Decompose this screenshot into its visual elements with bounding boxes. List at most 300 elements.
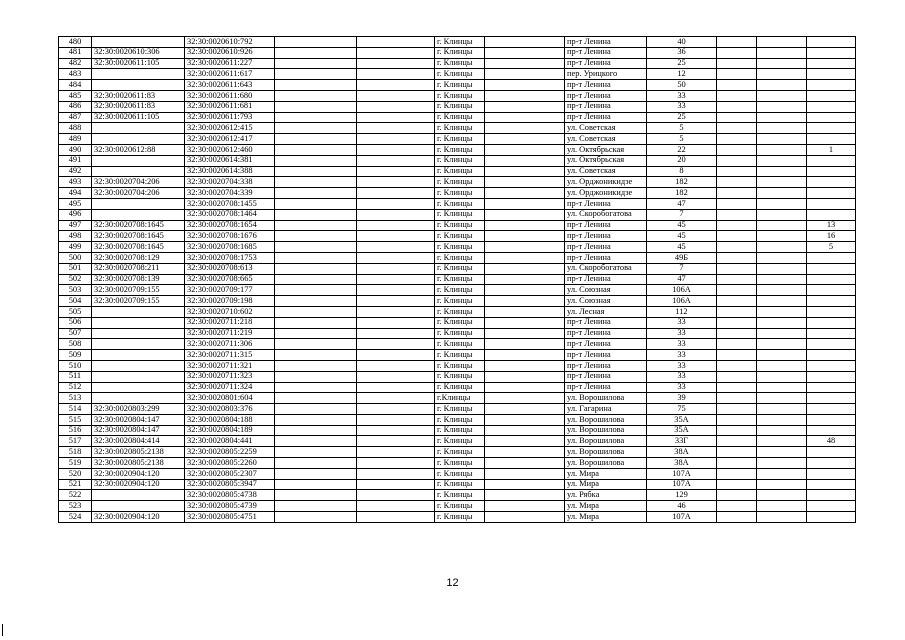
row-number-cell: 496 — [59, 209, 92, 220]
house-number-cell: 36 — [647, 47, 717, 58]
cadastral-number-cell: 32:30:0020711:323 — [185, 371, 275, 382]
table-row — [59, 166, 856, 177]
cadastral-number-cell: 32:30:0020711:324 — [185, 382, 275, 393]
col-5-cell — [357, 447, 435, 458]
col-5-cell — [357, 123, 435, 134]
col-4-cell — [275, 90, 357, 101]
parent-cadastral-number-cell — [92, 306, 185, 317]
street-cell: пр-т Ленина — [565, 360, 647, 371]
col-7-cell — [485, 123, 565, 134]
col-10-cell — [717, 393, 757, 404]
col-7-cell — [485, 306, 565, 317]
col-4-cell — [275, 425, 357, 436]
parent-cadastral-number-cell: 32:30:0020610:306 — [92, 47, 185, 58]
col-11-cell — [757, 69, 807, 80]
cadastral-number-cell: 32:30:0020708:613 — [185, 263, 275, 274]
city-cell: г. Клинцы — [435, 231, 485, 242]
city-cell: г. Клинцы — [435, 134, 485, 145]
city-cell: г. Клинцы — [435, 360, 485, 371]
col-4-cell — [275, 231, 357, 242]
col-5-cell — [357, 166, 435, 177]
col-10-cell — [717, 112, 757, 123]
cadastral-number-cell: 32:30:0020711:219 — [185, 328, 275, 339]
parent-cadastral-number-cell: 32:30:0020804:414 — [92, 436, 185, 447]
row-number-cell: 522 — [59, 490, 92, 501]
col-7-cell — [485, 285, 565, 296]
city-cell: г. Клинцы — [435, 58, 485, 69]
row-number-cell: 488 — [59, 123, 92, 134]
col-10-cell — [717, 371, 757, 382]
col-11-cell — [757, 123, 807, 134]
col-11-cell — [757, 47, 807, 58]
cadastral-number-cell: 32:30:0020805:4751 — [185, 512, 275, 523]
col-11-cell — [757, 252, 807, 263]
col-4-cell — [275, 188, 357, 199]
col-10-cell — [717, 468, 757, 479]
col-7-cell — [485, 317, 565, 328]
col-10-cell — [717, 360, 757, 371]
parent-cadastral-number-cell — [92, 328, 185, 339]
cadastral-number-cell: 32:30:0020704:338 — [185, 177, 275, 188]
col-7-cell — [485, 393, 565, 404]
house-number-cell: 33Г — [647, 436, 717, 447]
row-number-cell: 514 — [59, 404, 92, 415]
apartment-number-cell — [807, 134, 856, 145]
col-10-cell — [717, 458, 757, 469]
row-number-cell: 480 — [59, 37, 92, 48]
cadastral-number-cell: 32:30:0020612:460 — [185, 144, 275, 155]
page-number: 12 — [446, 577, 459, 589]
street-cell: пр-т Ленина — [565, 80, 647, 91]
col-10-cell — [717, 123, 757, 134]
col-5-cell — [357, 220, 435, 231]
col-4-cell — [275, 134, 357, 145]
cadastral-number-cell: 32:30:0020611:793 — [185, 112, 275, 123]
apartment-number-cell — [807, 80, 856, 91]
cadastral-number-cell: 32:30:0020610:792 — [185, 37, 275, 48]
col-7-cell — [485, 490, 565, 501]
apartment-number-cell — [807, 166, 856, 177]
house-number-cell: 22 — [647, 144, 717, 155]
apartment-number-cell — [807, 296, 856, 307]
col-10-cell — [717, 198, 757, 209]
house-number-cell: 33 — [647, 317, 717, 328]
cadastral-number-cell: 32:30:0020805:2260 — [185, 458, 275, 469]
col-10-cell — [717, 58, 757, 69]
col-11-cell — [757, 404, 807, 415]
col-4-cell — [275, 37, 357, 48]
city-cell: г. Клинцы — [435, 112, 485, 123]
city-cell: г. Клинцы — [435, 166, 485, 177]
street-cell: пр-т Ленина — [565, 382, 647, 393]
col-4-cell — [275, 252, 357, 263]
table-row — [59, 274, 856, 285]
row-number-cell: 489 — [59, 134, 92, 145]
apartment-number-cell — [807, 468, 856, 479]
table-row — [59, 144, 856, 155]
col-10-cell — [717, 231, 757, 242]
street-cell: ул. Союзная — [565, 296, 647, 307]
parent-cadastral-number-cell: 32:30:0020611:83 — [92, 101, 185, 112]
col-7-cell — [485, 339, 565, 350]
house-number-cell: 39 — [647, 393, 717, 404]
cadastral-number-cell: 32:30:0020805:2307 — [185, 468, 275, 479]
parent-cadastral-number-cell: 32:30:0020704:206 — [92, 177, 185, 188]
city-cell: г. Клинцы — [435, 90, 485, 101]
col-7-cell — [485, 360, 565, 371]
col-7-cell — [485, 209, 565, 220]
col-10-cell — [717, 177, 757, 188]
col-4-cell — [275, 285, 357, 296]
col-5-cell — [357, 414, 435, 425]
parent-cadastral-number-cell — [92, 371, 185, 382]
table-row — [59, 220, 856, 231]
col-10-cell — [717, 47, 757, 58]
table-row — [59, 177, 856, 188]
city-cell: г. Клинцы — [435, 328, 485, 339]
city-cell: г. Клинцы — [435, 209, 485, 220]
table-row — [59, 242, 856, 253]
col-11-cell — [757, 360, 807, 371]
apartment-number-cell — [807, 69, 856, 80]
street-cell: ул. Рябка — [565, 490, 647, 501]
col-11-cell — [757, 285, 807, 296]
col-10-cell — [717, 296, 757, 307]
table-row — [59, 47, 856, 58]
row-number-cell: 519 — [59, 458, 92, 469]
city-cell: г. Клинцы — [435, 101, 485, 112]
table-row — [59, 447, 856, 458]
col-5-cell — [357, 101, 435, 112]
house-number-cell: 7 — [647, 209, 717, 220]
col-10-cell — [717, 166, 757, 177]
house-number-cell: 38А — [647, 447, 717, 458]
col-5-cell — [357, 37, 435, 48]
house-number-cell: 33 — [647, 101, 717, 112]
apartment-number-cell — [807, 360, 856, 371]
city-cell: г. Клинцы — [435, 198, 485, 209]
table-row — [59, 285, 856, 296]
col-5-cell — [357, 80, 435, 91]
col-10-cell — [717, 328, 757, 339]
house-number-cell: 45 — [647, 231, 717, 242]
table-row — [59, 393, 856, 404]
row-number-cell: 509 — [59, 350, 92, 361]
house-number-cell: 25 — [647, 112, 717, 123]
table-row — [59, 101, 856, 112]
city-cell: г. Клинцы — [435, 37, 485, 48]
parent-cadastral-number-cell — [92, 198, 185, 209]
apartment-number-cell — [807, 447, 856, 458]
apartment-number-cell — [807, 285, 856, 296]
col-7-cell — [485, 242, 565, 253]
table-row — [59, 425, 856, 436]
col-4-cell — [275, 458, 357, 469]
col-5-cell — [357, 198, 435, 209]
col-10-cell — [717, 263, 757, 274]
col-11-cell — [757, 90, 807, 101]
apartment-number-cell — [807, 252, 856, 263]
street-cell: пр-т Ленина — [565, 198, 647, 209]
city-cell: г. Клинцы — [435, 220, 485, 231]
apartment-number-cell — [807, 123, 856, 134]
col-11-cell — [757, 501, 807, 512]
row-number-cell: 516 — [59, 425, 92, 436]
house-number-cell: 106А — [647, 296, 717, 307]
city-cell: г.Клинцы — [435, 393, 485, 404]
col-5-cell — [357, 317, 435, 328]
col-10-cell — [717, 317, 757, 328]
parent-cadastral-number-cell: 32:30:0020709:155 — [92, 285, 185, 296]
cadastral-number-cell: 32:30:0020708:1676 — [185, 231, 275, 242]
street-cell: пр-т Ленина — [565, 350, 647, 361]
house-number-cell: 182 — [647, 177, 717, 188]
col-10-cell — [717, 339, 757, 350]
cadastral-number-cell: 32:30:0020611:680 — [185, 90, 275, 101]
parent-cadastral-number-cell: 32:30:0020708:1645 — [92, 242, 185, 253]
street-cell: пр-т Ленина — [565, 252, 647, 263]
cadastral-number-cell: 32:30:0020611:617 — [185, 69, 275, 80]
city-cell: г. Клинцы — [435, 296, 485, 307]
col-5-cell — [357, 328, 435, 339]
cadastral-number-cell: 32:30:0020708:1654 — [185, 220, 275, 231]
col-5-cell — [357, 512, 435, 523]
table-row — [59, 37, 856, 48]
table-row — [59, 209, 856, 220]
apartment-number-cell — [807, 414, 856, 425]
street-cell: ул. Мира — [565, 468, 647, 479]
house-number-cell: 8 — [647, 166, 717, 177]
col-10-cell — [717, 414, 757, 425]
table-row — [59, 436, 856, 447]
table-row — [59, 90, 856, 101]
parent-cadastral-number-cell: 32:30:0020904:120 — [92, 512, 185, 523]
col-5-cell — [357, 468, 435, 479]
city-cell: г. Клинцы — [435, 501, 485, 512]
col-7-cell — [485, 382, 565, 393]
col-5-cell — [357, 90, 435, 101]
col-4-cell — [275, 263, 357, 274]
col-10-cell — [717, 274, 757, 285]
house-number-cell: 129 — [647, 490, 717, 501]
apartment-number-cell — [807, 425, 856, 436]
col-7-cell — [485, 134, 565, 145]
col-11-cell — [757, 112, 807, 123]
parent-cadastral-number-cell — [92, 350, 185, 361]
apartment-number-cell — [807, 90, 856, 101]
col-7-cell — [485, 447, 565, 458]
col-10-cell — [717, 101, 757, 112]
house-number-cell: 46 — [647, 501, 717, 512]
city-cell: г. Клинцы — [435, 414, 485, 425]
col-4-cell — [275, 144, 357, 155]
parent-cadastral-number-cell: 32:30:0020904:120 — [92, 479, 185, 490]
table-row — [59, 501, 856, 512]
col-5-cell — [357, 479, 435, 490]
col-4-cell — [275, 490, 357, 501]
col-10-cell — [717, 209, 757, 220]
col-7-cell — [485, 458, 565, 469]
house-number-cell: 33 — [647, 371, 717, 382]
col-11-cell — [757, 198, 807, 209]
parent-cadastral-number-cell: 32:30:0020708:1645 — [92, 231, 185, 242]
row-number-cell: 483 — [59, 69, 92, 80]
col-4-cell — [275, 274, 357, 285]
col-11-cell — [757, 80, 807, 91]
apartment-number-cell — [807, 37, 856, 48]
cadastral-number-cell: 32:30:0020708:1464 — [185, 209, 275, 220]
parent-cadastral-number-cell — [92, 339, 185, 350]
col-11-cell — [757, 436, 807, 447]
row-number-cell: 493 — [59, 177, 92, 188]
house-number-cell: 50 — [647, 80, 717, 91]
col-11-cell — [757, 414, 807, 425]
street-cell: ул. Ворошилова — [565, 414, 647, 425]
table-row — [59, 382, 856, 393]
city-cell: г. Клинцы — [435, 447, 485, 458]
street-cell: пр-т Ленина — [565, 37, 647, 48]
house-number-cell: 33 — [647, 350, 717, 361]
col-5-cell — [357, 231, 435, 242]
col-5-cell — [357, 296, 435, 307]
row-number-cell: 503 — [59, 285, 92, 296]
col-11-cell — [757, 479, 807, 490]
col-11-cell — [757, 328, 807, 339]
city-cell: г. Клинцы — [435, 350, 485, 361]
city-cell: г. Клинцы — [435, 425, 485, 436]
house-number-cell: 20 — [647, 155, 717, 166]
cadastral-number-cell: 32:30:0020708:1753 — [185, 252, 275, 263]
cadastral-number-cell: 32:30:0020711:321 — [185, 360, 275, 371]
col-4-cell — [275, 80, 357, 91]
parent-cadastral-number-cell: 32:30:0020612:88 — [92, 144, 185, 155]
house-number-cell: 12 — [647, 69, 717, 80]
row-number-cell: 523 — [59, 501, 92, 512]
apartment-number-cell — [807, 188, 856, 199]
table-row — [59, 414, 856, 425]
apartment-number-cell — [807, 101, 856, 112]
parent-cadastral-number-cell: 32:30:0020805:2138 — [92, 447, 185, 458]
city-cell: г. Клинцы — [435, 339, 485, 350]
col-7-cell — [485, 274, 565, 285]
city-cell: г. Клинцы — [435, 47, 485, 58]
cadastral-number-cell: 32:30:0020614:381 — [185, 155, 275, 166]
col-10-cell — [717, 155, 757, 166]
street-cell: пр-т Ленина — [565, 339, 647, 350]
col-7-cell — [485, 166, 565, 177]
house-number-cell: 107А — [647, 468, 717, 479]
cadastral-number-cell: 32:30:0020612:415 — [185, 123, 275, 134]
city-cell: г. Клинцы — [435, 242, 485, 253]
cadastral-number-cell: 32:30:0020704:339 — [185, 188, 275, 199]
cadastral-number-cell: 32:30:0020708:665 — [185, 274, 275, 285]
parent-cadastral-number-cell: 32:30:0020804:147 — [92, 425, 185, 436]
col-11-cell — [757, 37, 807, 48]
street-cell: ул. Мира — [565, 479, 647, 490]
street-cell: ул. Октябрьская — [565, 155, 647, 166]
col-4-cell — [275, 112, 357, 123]
col-5-cell — [357, 436, 435, 447]
house-number-cell: 33 — [647, 328, 717, 339]
col-10-cell — [717, 490, 757, 501]
col-10-cell — [717, 80, 757, 91]
cadastral-table — [58, 36, 856, 523]
street-cell: ул. Ворошилова — [565, 393, 647, 404]
col-4-cell — [275, 350, 357, 361]
apartment-number-cell — [807, 198, 856, 209]
col-11-cell — [757, 274, 807, 285]
city-cell: г. Клинцы — [435, 317, 485, 328]
street-cell: ул. Ворошилова — [565, 447, 647, 458]
apartment-number-cell: 1 — [807, 144, 856, 155]
apartment-number-cell — [807, 393, 856, 404]
apartment-number-cell: 48 — [807, 436, 856, 447]
col-4-cell — [275, 382, 357, 393]
house-number-cell: 45 — [647, 242, 717, 253]
parent-cadastral-number-cell — [92, 317, 185, 328]
col-10-cell — [717, 220, 757, 231]
row-number-cell: 486 — [59, 101, 92, 112]
apartment-number-cell — [807, 209, 856, 220]
col-7-cell — [485, 198, 565, 209]
col-4-cell — [275, 47, 357, 58]
parent-cadastral-number-cell — [92, 501, 185, 512]
col-5-cell — [357, 490, 435, 501]
col-5-cell — [357, 134, 435, 145]
cadastral-number-cell: 32:30:0020711:306 — [185, 339, 275, 350]
apartment-number-cell — [807, 155, 856, 166]
cadastral-number-cell: 32:30:0020803:376 — [185, 404, 275, 415]
col-4-cell — [275, 69, 357, 80]
cadastral-number-cell: 32:30:0020801:604 — [185, 393, 275, 404]
col-5-cell — [357, 155, 435, 166]
col-4-cell — [275, 198, 357, 209]
col-7-cell — [485, 350, 565, 361]
col-5-cell — [357, 285, 435, 296]
apartment-number-cell — [807, 501, 856, 512]
house-number-cell: 38А — [647, 458, 717, 469]
apartment-number-cell — [807, 371, 856, 382]
col-5-cell — [357, 209, 435, 220]
col-10-cell — [717, 285, 757, 296]
city-cell: г. Клинцы — [435, 371, 485, 382]
house-number-cell: 33 — [647, 360, 717, 371]
city-cell: г. Клинцы — [435, 512, 485, 523]
table-row — [59, 198, 856, 209]
house-number-cell: 25 — [647, 58, 717, 69]
col-11-cell — [757, 220, 807, 231]
cadastral-number-cell: 32:30:0020805:4738 — [185, 490, 275, 501]
city-cell: г. Клинцы — [435, 285, 485, 296]
col-5-cell — [357, 371, 435, 382]
col-5-cell — [357, 242, 435, 253]
col-4-cell — [275, 414, 357, 425]
row-number-cell: 505 — [59, 306, 92, 317]
parent-cadastral-number-cell — [92, 37, 185, 48]
house-number-cell: 107А — [647, 479, 717, 490]
cadastral-number-cell: 32:30:0020711:315 — [185, 350, 275, 361]
street-cell: ул. Орджоникидзе — [565, 177, 647, 188]
street-cell: пр-т Ленина — [565, 112, 647, 123]
col-7-cell — [485, 468, 565, 479]
cadastral-number-cell: 32:30:0020614:388 — [185, 166, 275, 177]
col-4-cell — [275, 447, 357, 458]
house-number-cell: 49Б — [647, 252, 717, 263]
parent-cadastral-number-cell — [92, 80, 185, 91]
city-cell: г. Клинцы — [435, 404, 485, 415]
cadastral-number-cell: 32:30:0020805:2259 — [185, 447, 275, 458]
cadastral-number-cell: 32:30:0020711:218 — [185, 317, 275, 328]
